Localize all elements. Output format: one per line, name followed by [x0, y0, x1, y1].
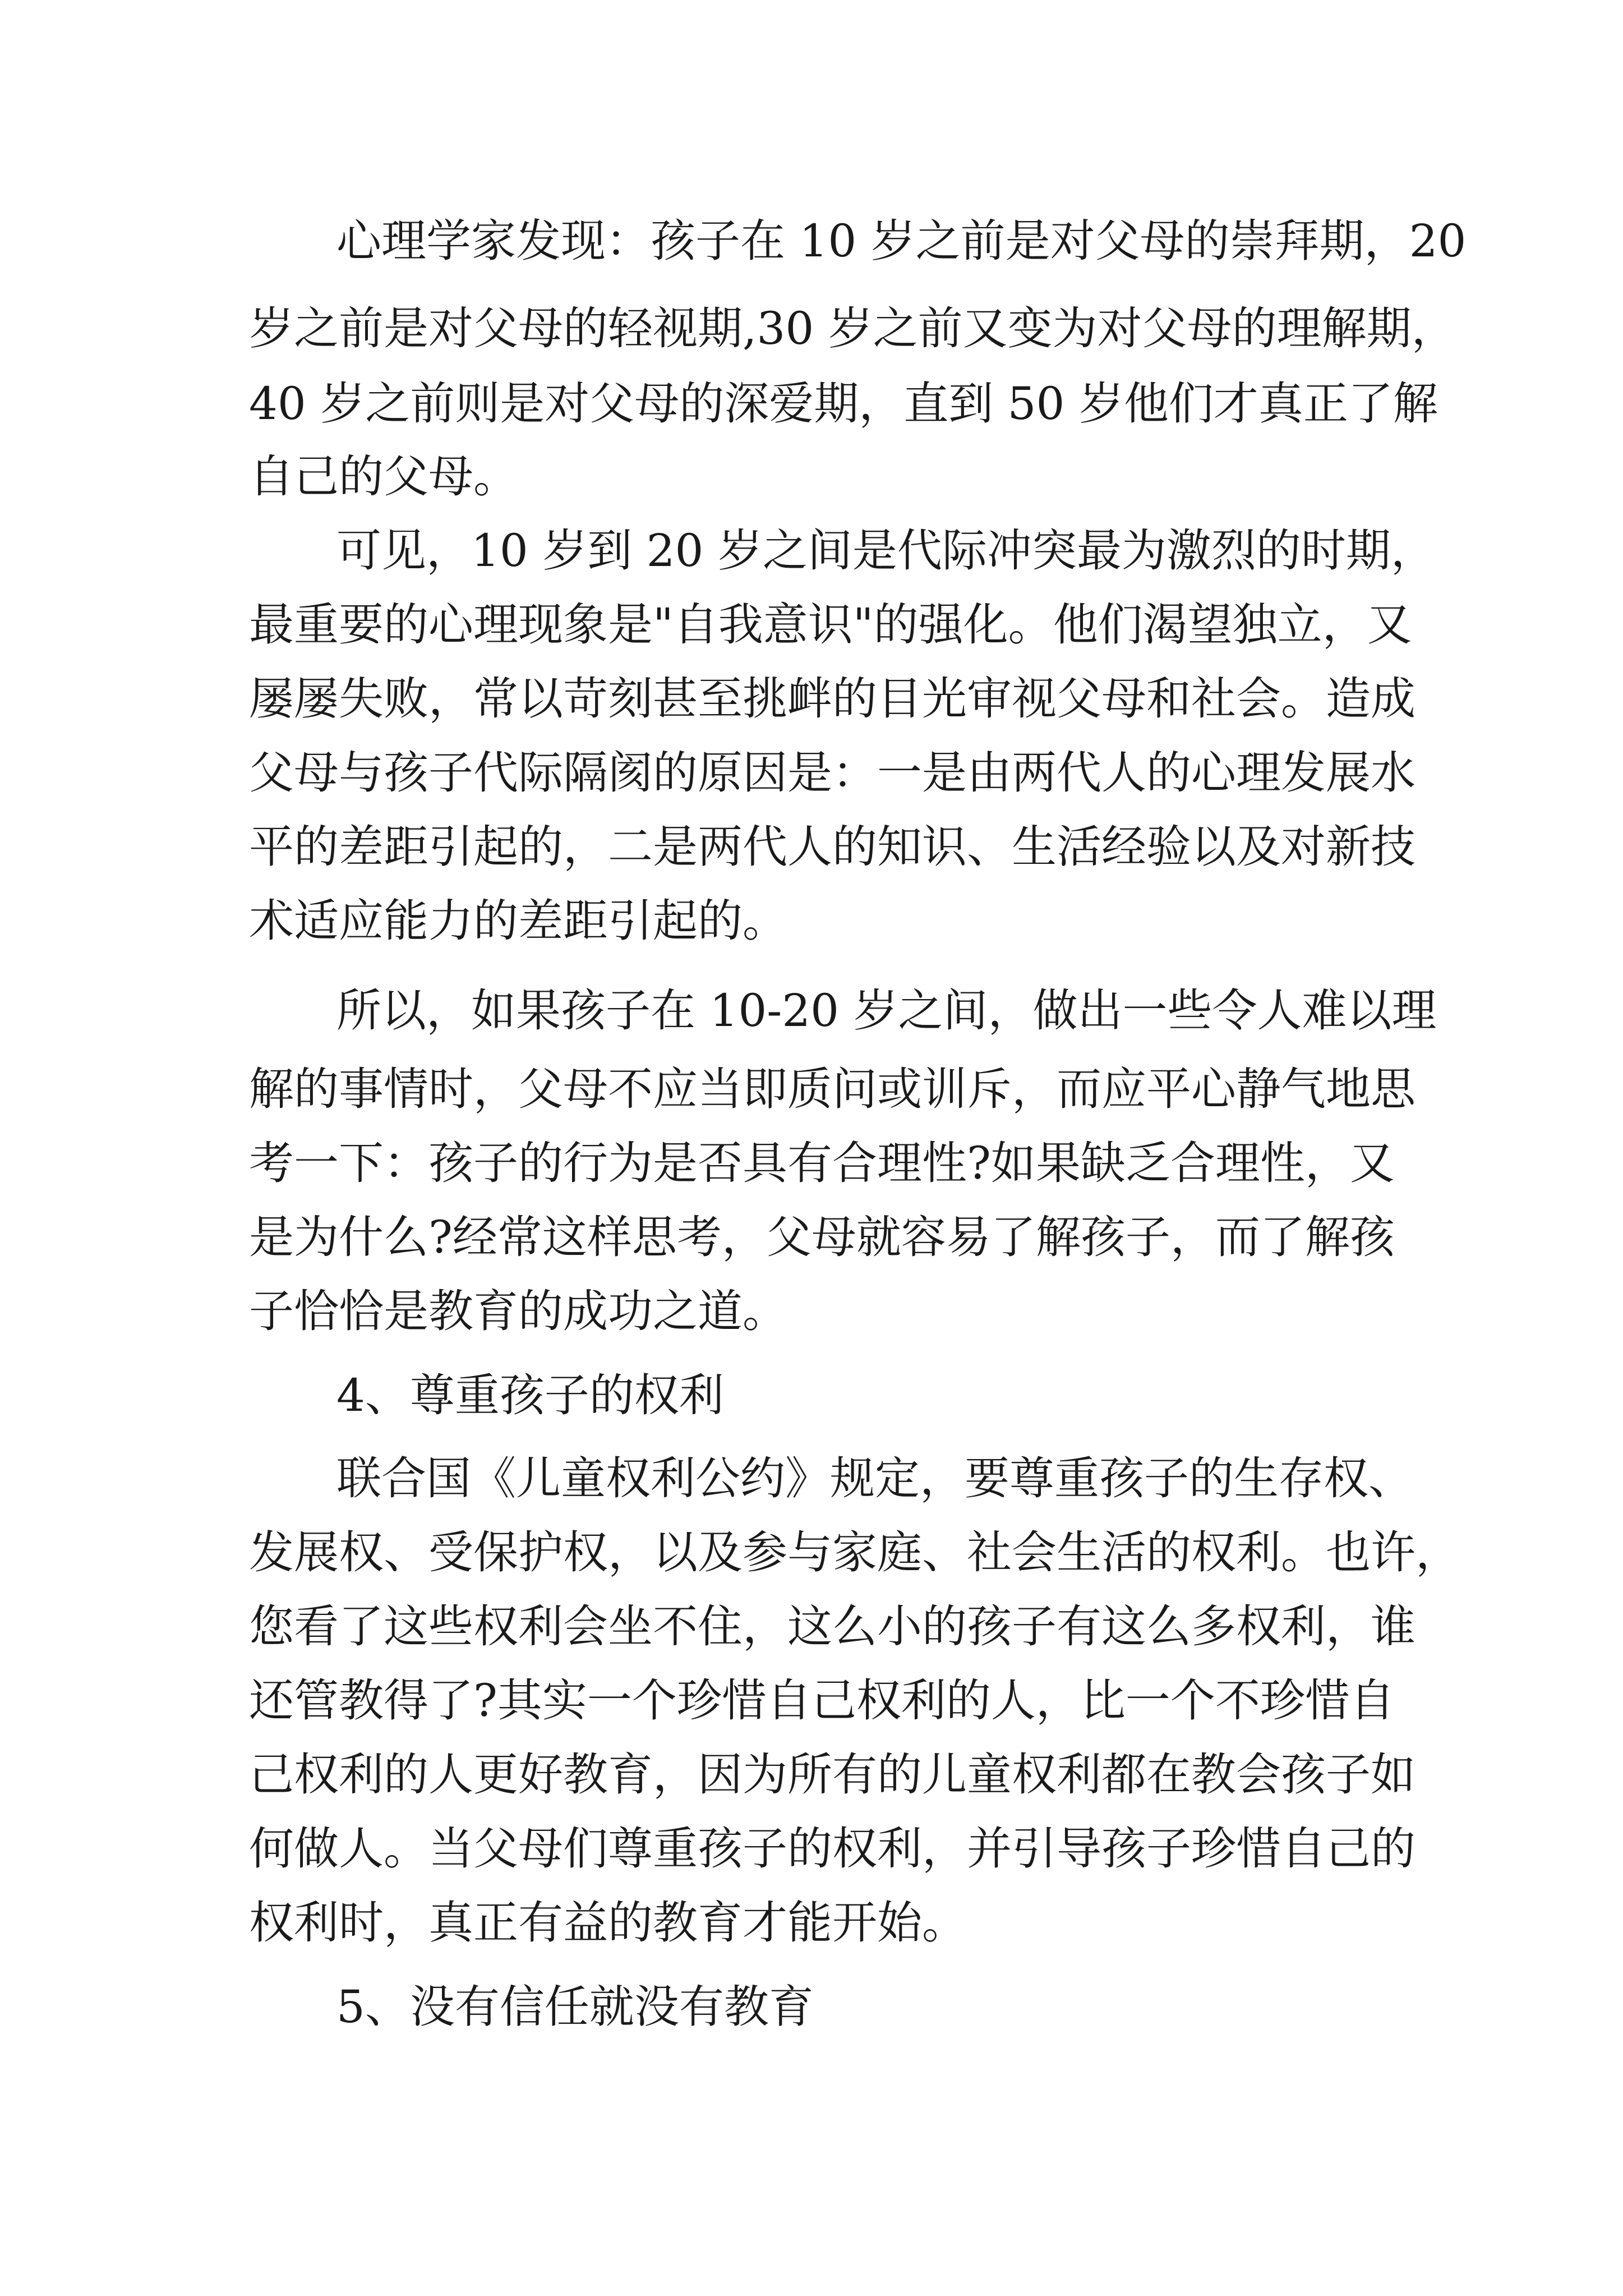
- text-line: 心理学家发现：孩子在 10 岁之前是对父母的崇拜期，20: [336, 215, 1467, 267]
- text-line: 您看了这些权利会坐不住，这么小的孩子有这么多权利，谁: [249, 1600, 1415, 1653]
- text-line: 己权利的人更好教育，因为所有的儿童权利都在教会孩子如: [249, 1749, 1415, 1801]
- text-line: 联合国《儿童权利公约》规定，要尊重孩子的生存权、: [336, 1452, 1413, 1504]
- text-line: 平的差距引起的，二是两代人的知识、生活经验以及对新技: [249, 821, 1415, 873]
- text-line: 发展权、受保护权，以及参与家庭、社会生活的权利。也许，: [249, 1526, 1460, 1579]
- text-line: 是为什么?经常这样思考，父母就容易了解孩子，而了解孩: [249, 1211, 1395, 1263]
- text-line: 可见，10 岁到 20 岁之间是代际冲突最为激烈的时期，: [336, 524, 1436, 577]
- text-line: 自己的父母。: [249, 450, 518, 503]
- text-line: 岁之前是对父母的轻视期,30 岁之前又变为对父母的理解期，: [249, 302, 1456, 355]
- text-line: 何做人。当父母们尊重孩子的权利，并引导孩子珍惜自己的: [249, 1823, 1415, 1875]
- text-line: 所以，如果孩子在 10-20 岁之间，做出一些令人难以理: [336, 984, 1437, 1037]
- text-line: 最重要的心理现象是"自我意识"的强化。他们渴望独立，又: [249, 599, 1412, 651]
- text-line: 屡屡失败，常以苛刻甚至挑衅的目光审视父母和社会。造成: [249, 673, 1415, 725]
- section-heading: 4、尊重孩子的权利: [336, 1369, 724, 1421]
- section-heading: 5、没有信任就没有教育: [336, 1981, 814, 2033]
- text-line: 解的事情时，父母不应当即质问或训斥，而应平心静气地思: [249, 1063, 1415, 1115]
- text-line: 术适应能力的差距引起的。: [249, 895, 787, 947]
- text-line: 权利时，真正有益的教育才能开始。: [249, 1897, 967, 1949]
- text-line: 考一下：孩子的行为是否具有合理性?如果缺乏合理性，又: [249, 1137, 1395, 1189]
- text-line: 还管教得了?其实一个珍惜自己权利的人，比一个不珍惜自: [249, 1674, 1395, 1727]
- text-line: 40 岁之前则是对父母的深爱期，直到 50 岁他们才真正了解: [249, 378, 1438, 430]
- text-line: 父母与孩子代际隔阂的原因是：一是由两代人的心理发展水: [249, 747, 1415, 799]
- text-line: 子恰恰是教育的成功之道。: [249, 1285, 787, 1337]
